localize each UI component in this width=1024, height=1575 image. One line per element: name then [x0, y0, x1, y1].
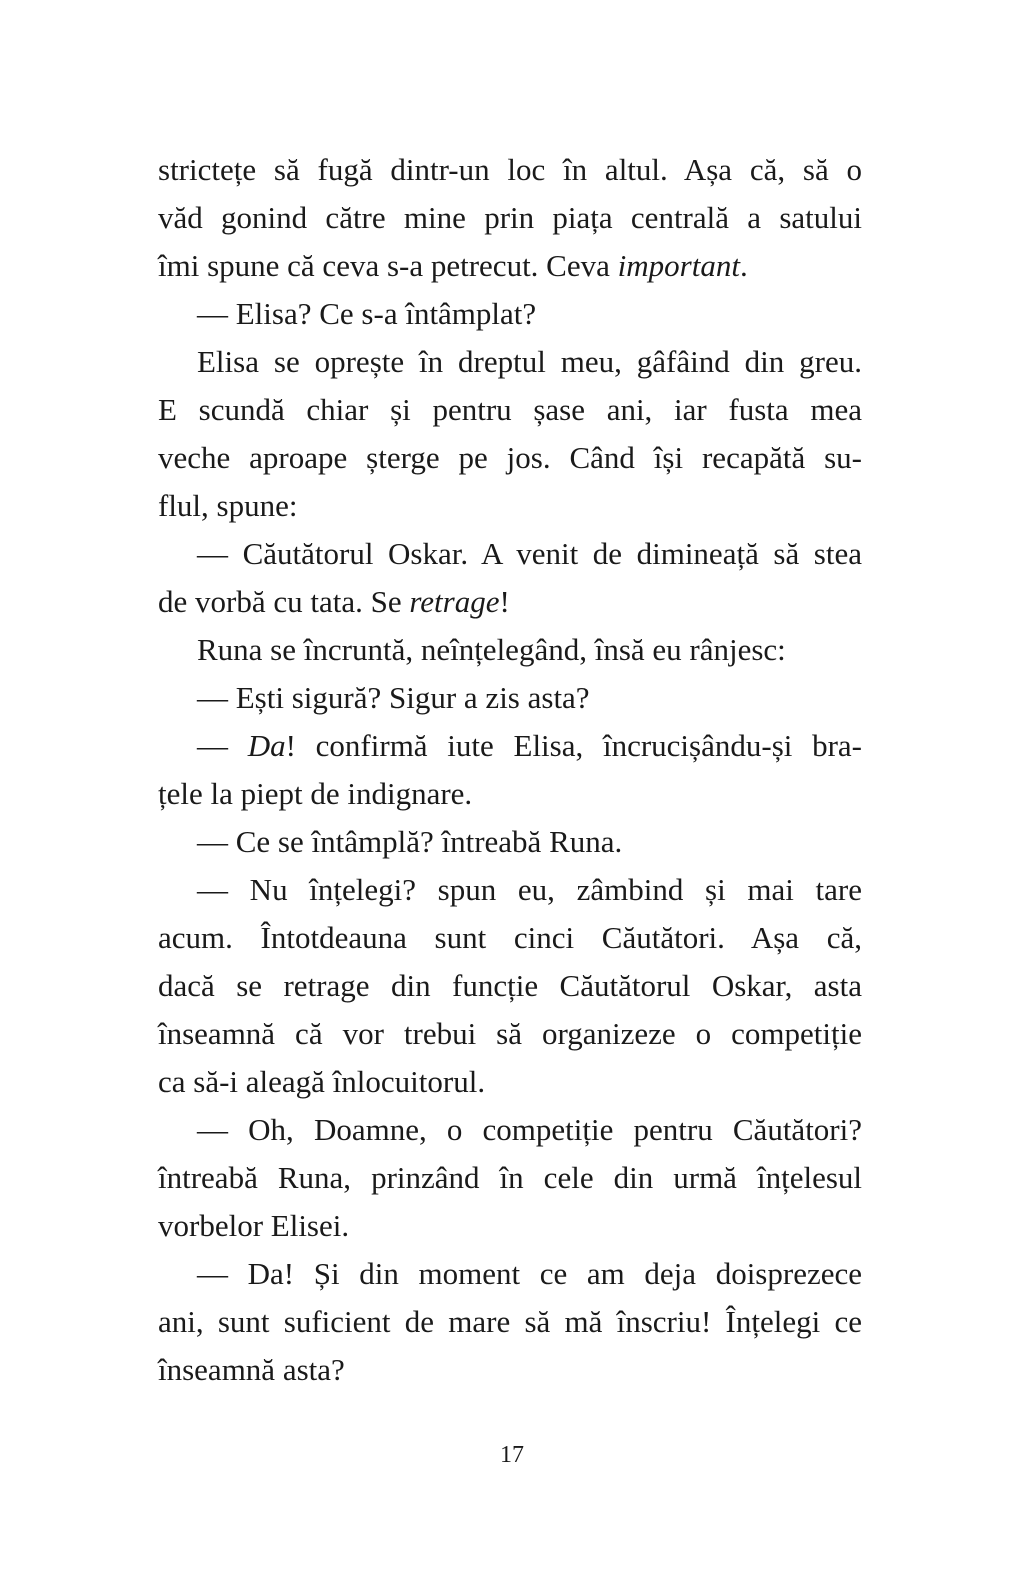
text-line: acum. Întotdeauna sunt cinci Căutători. Așa că, [158, 920, 862, 955]
text-line [158, 578, 862, 626]
text-line: vorbelor Elisei. [158, 1208, 350, 1243]
text-line: flul, spune: [158, 488, 298, 523]
text-line [158, 722, 862, 770]
text-line: înseamnă asta? [158, 1352, 345, 1387]
text-run: . [739, 248, 748, 283]
text-run: ! confirmă iute Elisa, încrucișându-și bra- [285, 728, 863, 763]
italic-run: retrage [409, 584, 500, 619]
text-run: îmi spune că ceva s-a petrecut. Ceva [158, 248, 618, 283]
text-line: — Nu înțelegi? spun eu, zâmbind și mai tare [197, 872, 862, 907]
text-line: Elisa se oprește în dreptul meu, gâfâind din greu. [197, 344, 862, 379]
text-line: văd gonind către mine prin piața centrală a satului [158, 200, 862, 235]
page-number: 17 [500, 1442, 524, 1468]
text-run: ! [499, 584, 510, 619]
text-line: ani, sunt suficient de mare să mă înscriu! Înțelegi ce [158, 1304, 862, 1339]
text-line: Runa se încruntă, neînțelegând, însă eu rânjesc: [197, 632, 786, 667]
text-line: E scundă chiar și pentru șase ani, iar fusta mea [158, 392, 862, 427]
text-line: veche aproape șterge pe jos. Când își recapătă su- [158, 440, 862, 475]
text-run: — [197, 728, 248, 763]
text-line: — Căutătorul Oskar. A venit de dimineață să stea [197, 536, 862, 571]
text-line: dacă se retrage din funcție Căutătorul Oskar, asta [158, 968, 862, 1003]
text-line: întreabă Runa, prinzând în cele din urmă înțelesul [158, 1160, 862, 1195]
text-line: înseamnă că vor trebui să organizeze o competiție [158, 1016, 862, 1051]
text-line [158, 242, 862, 290]
text-line: strictețe să fugă dintr-un loc în altul. Așa că, să o [158, 152, 862, 187]
text-line: ca să-i aleagă înlocuitorul. [158, 1064, 486, 1099]
book-page-text [158, 146, 862, 1394]
text-line: țele la piept de indignare. [158, 776, 473, 811]
text-line: — Da! Și din moment ce am deja doisprezece [197, 1256, 862, 1291]
text-line: — Oh, Doamne, o competiție pentru Căutători? [197, 1112, 862, 1147]
text-line: — Ești sigură? Sigur a zis asta? [197, 680, 590, 715]
text-run: de vorbă cu tata. Se [158, 584, 410, 619]
italic-run: important [617, 248, 740, 283]
italic-run: Da [247, 728, 286, 763]
text-line: — Elisa? Ce s-a întâmplat? [197, 296, 537, 331]
text-line: — Ce se întâmplă? întreabă Runa. [197, 824, 623, 859]
